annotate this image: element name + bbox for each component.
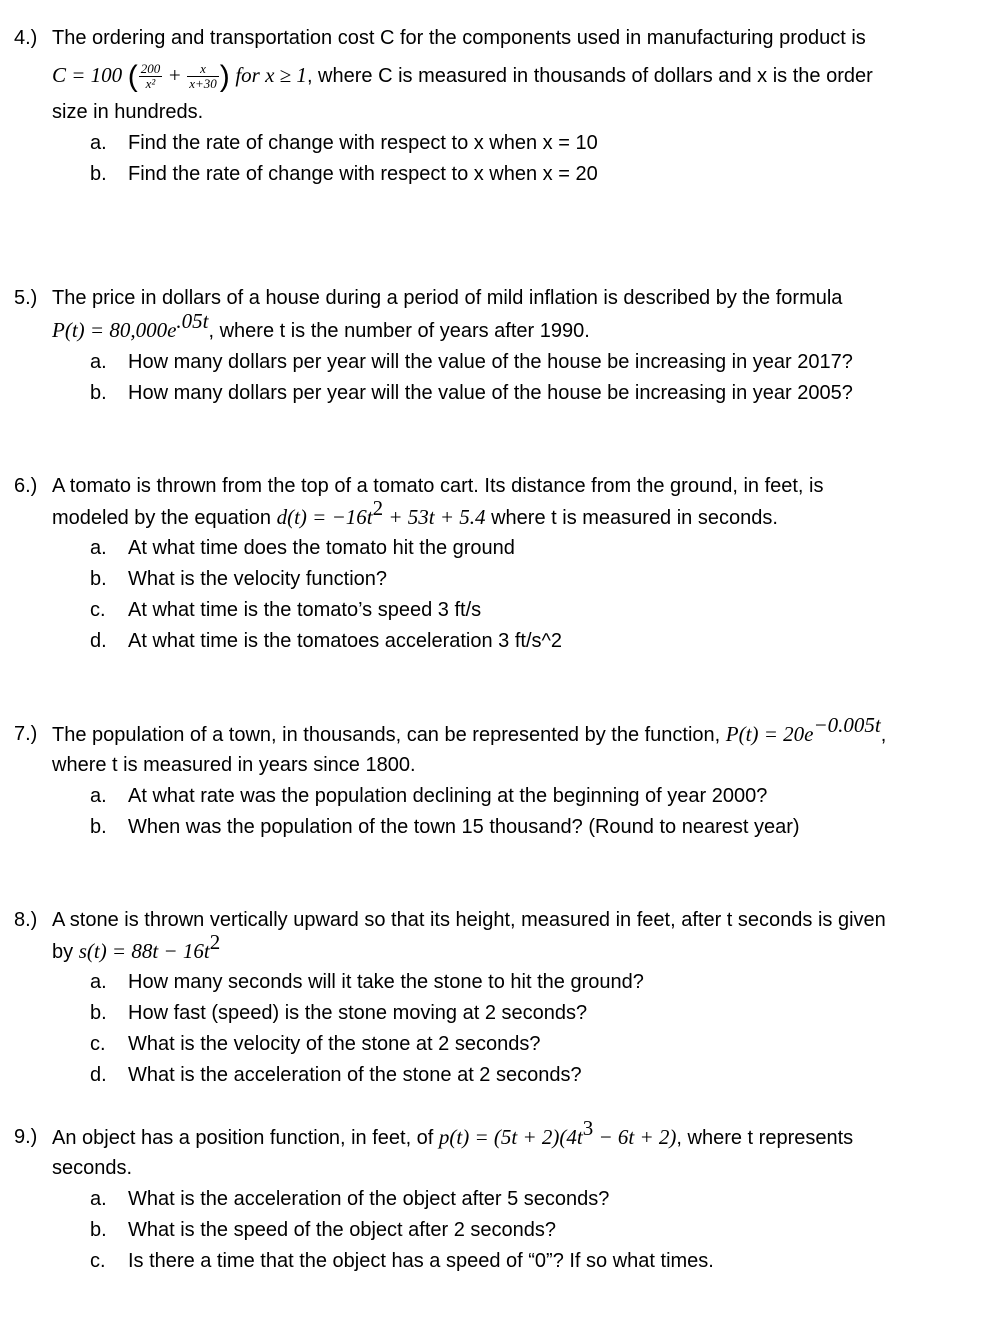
part-text: How many dollars per year will the value of the house be increasing in year 2005? xyxy=(128,382,853,404)
part-text: How many seconds will it take the stone to hit the ground? xyxy=(128,971,644,993)
part-text: When was the population of the town 15 thousand? (Round to nearest year) xyxy=(128,816,800,838)
part-letter: c. xyxy=(90,1250,106,1272)
part-text: What is the acceleration of the object after 5 seconds? xyxy=(128,1188,610,1210)
problem-text: The ordering and transportation cost C for the components used in manufacturing product is xyxy=(52,27,866,49)
problem-text: size in hundreds. xyxy=(52,101,204,123)
price-equation: $P(t) = 80,000e^{.05t}$, where t is the number of years after 1990. xyxy=(52,309,590,342)
part-letter: d. xyxy=(90,630,107,652)
part-letter: b. xyxy=(90,816,107,838)
problem-number: 4.) xyxy=(14,27,38,49)
problem-text: where t is measured in years since 1800. xyxy=(52,754,416,776)
part-text: Is there a time that the object has a speed of “0”? If so what times. xyxy=(128,1250,714,1272)
distance-equation: modeled by the equation $d(t) = -16t^2 + 53t + 5.4$ where t is measured in seconds. xyxy=(52,496,778,529)
problem-text: The price in dollars of a house during a period of mild inflation is described by the formula xyxy=(52,287,843,309)
part-text: Find the rate of change with respect to x when x = 10 xyxy=(128,132,598,154)
part-letter: b. xyxy=(90,1219,107,1241)
part-text: Find the rate of change with respect to x when x = 20 xyxy=(128,163,598,185)
population-equation: The population of a town, in thousands, can be represented by the function, $P(t) = 20e^{-0.005t}$, xyxy=(52,713,887,746)
part-letter: b. xyxy=(90,163,107,185)
part-text: What is the speed of the object after 2 seconds? xyxy=(128,1219,557,1241)
problem-text: A stone is thrown vertically upward so that its height, measured in feet, after t seconds is given xyxy=(52,909,886,931)
problem-number: 5.) xyxy=(14,287,38,309)
part-text: What is the velocity of the stone at 2 seconds? xyxy=(128,1033,541,1055)
part-letter: b. xyxy=(90,568,107,590)
part-text: What is the velocity function? xyxy=(128,568,388,590)
part-letter: c. xyxy=(90,1033,106,1055)
problem-number: 6.) xyxy=(14,475,38,497)
problem-text: seconds. xyxy=(52,1157,133,1179)
part-letter: c. xyxy=(90,599,106,621)
part-text: How fast (speed) is the stone moving at 2 seconds? xyxy=(128,1002,588,1024)
part-letter: a. xyxy=(90,537,107,559)
part-letter: d. xyxy=(90,1064,107,1086)
part-text: How many dollars per year will the value of the house be increasing in year 2017? xyxy=(128,351,853,373)
part-text: At what time is the tomatoes acceleration 3 ft/s^2 xyxy=(128,630,563,652)
part-letter: a. xyxy=(90,132,107,154)
part-letter: a. xyxy=(90,351,107,373)
part-text: What is the acceleration of the stone at 2 seconds? xyxy=(128,1064,582,1086)
position-equation: An object has a position function, in feet, of $p(t) = (5t + 2)(4t^3 - 6t + 2)$, where t represents xyxy=(52,1116,854,1149)
part-letter: b. xyxy=(90,382,107,404)
problem-number: 7.) xyxy=(14,723,38,745)
part-text: At what time does the tomato hit the ground xyxy=(128,537,515,559)
part-text: At what rate was the population declining at the beginning of year 2000? xyxy=(128,785,768,807)
cost-equation: C = 100 ( $\frac{200}{\text{x²}}$ + $\frac{x}{x+30}$ ) for x ≥ 1, where C is measured in thousands of dollars and x is the order xyxy=(52,59,873,93)
part-text: At what time is the tomato’s speed 3 ft/s xyxy=(128,599,482,621)
part-letter: b. xyxy=(90,1002,107,1024)
height-equation: by $s(t) = 88t - 16t^2$ xyxy=(52,930,221,963)
part-letter: a. xyxy=(90,1188,107,1210)
problem-number: 9.) xyxy=(14,1126,38,1148)
part-letter: a. xyxy=(90,785,107,807)
problem-text: A tomato is thrown from the top of a tomato cart. Its distance from the ground, in feet, is xyxy=(52,475,824,497)
problem-number: 8.) xyxy=(14,909,38,931)
part-letter: a. xyxy=(90,971,107,993)
